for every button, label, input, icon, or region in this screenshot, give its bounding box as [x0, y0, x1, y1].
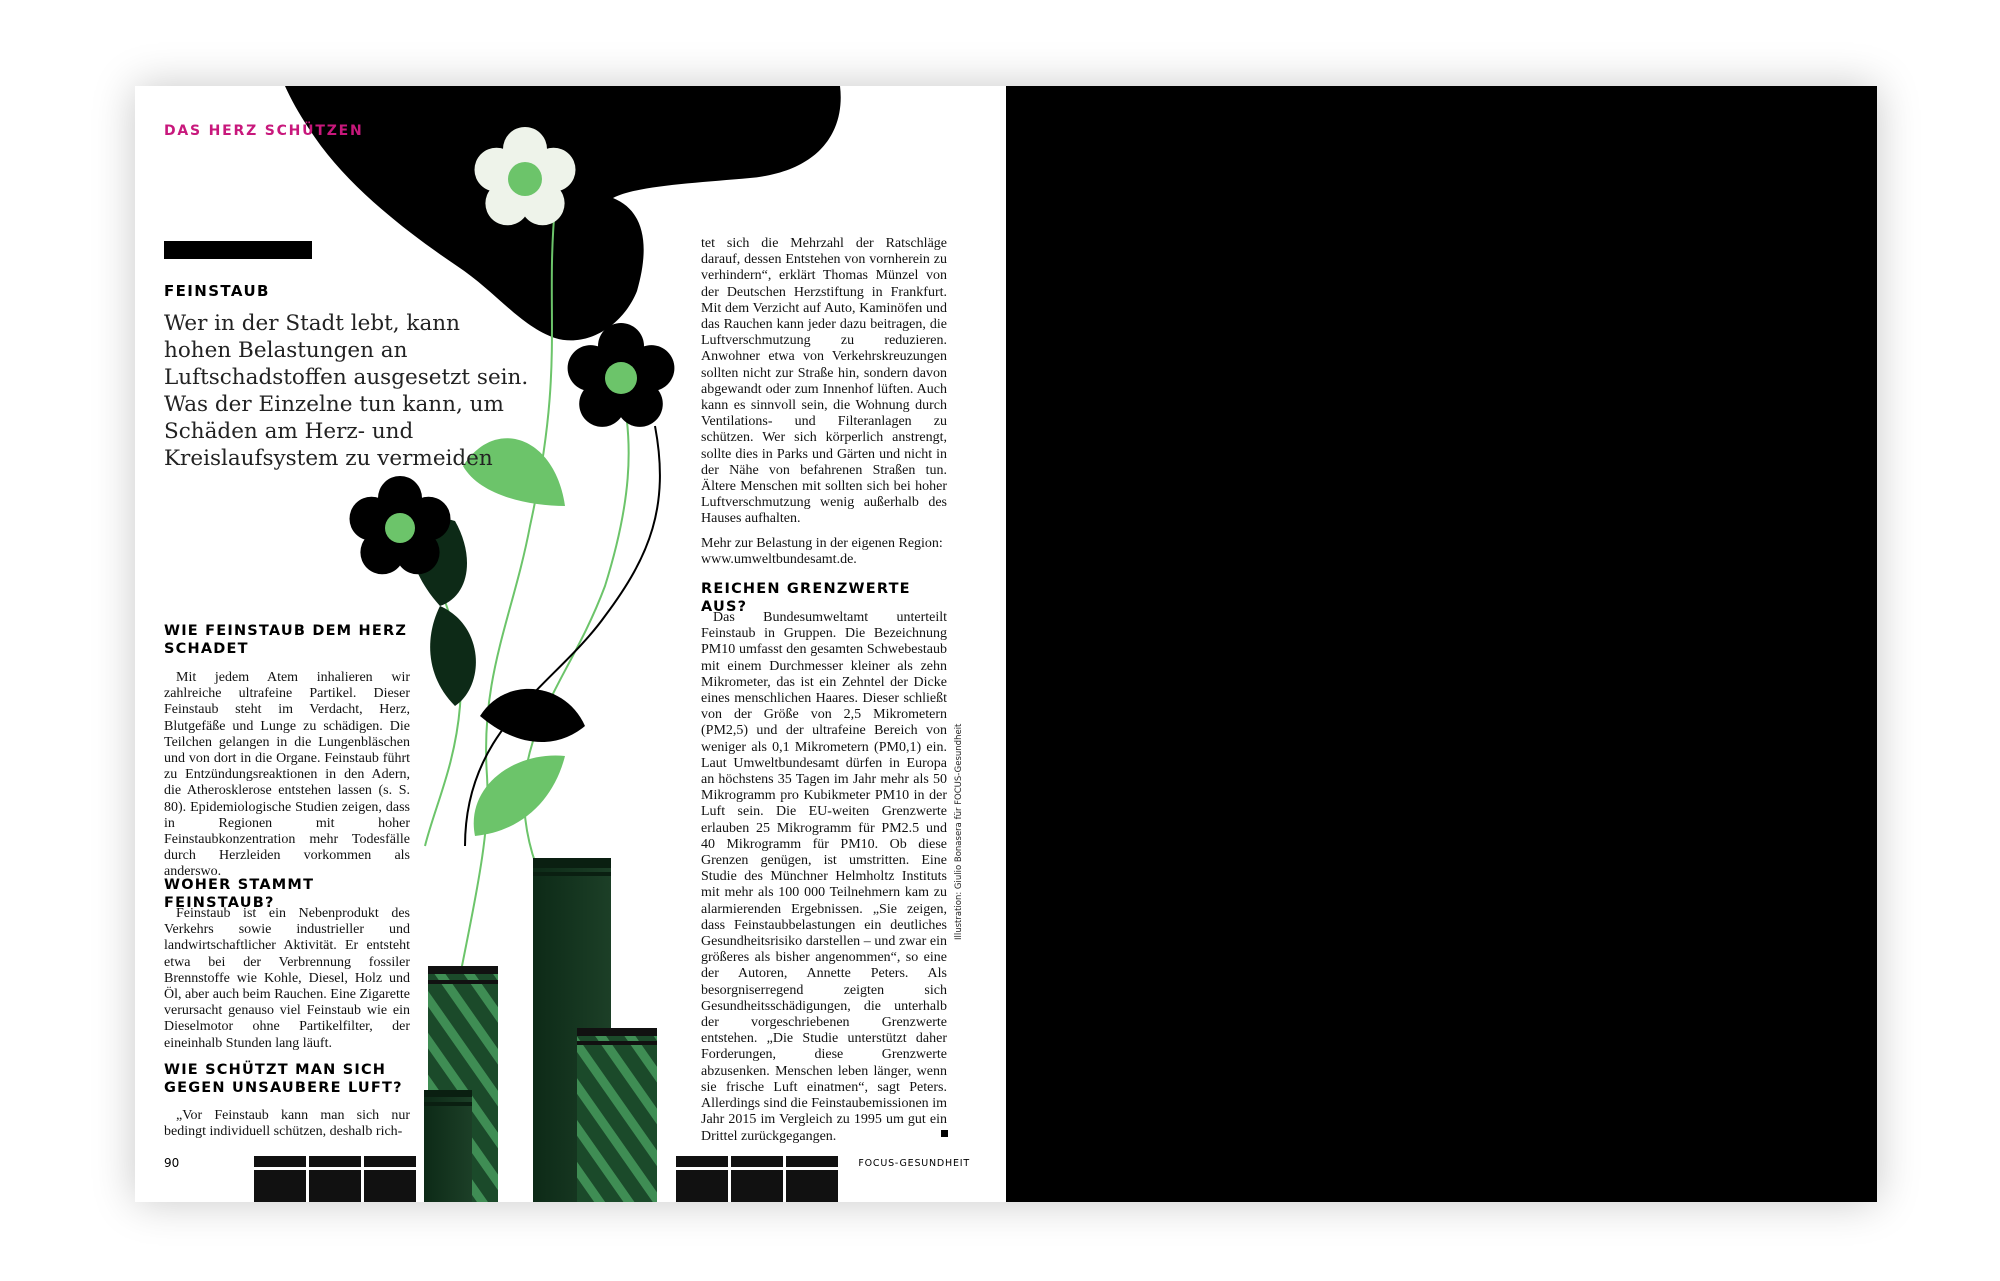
kicker-rubric: DAS HERZ SCHÜTZEN — [164, 123, 364, 139]
subheading: WIE SCHÜTZT MAN SICH GEGEN UNSAUBERE LUFT? — [164, 1062, 403, 1096]
chimney-stacks — [424, 858, 657, 1202]
leaf — [480, 689, 585, 742]
lead-paragraph: Wer in der Stadt lebt, kann hohen Belastungen an Luftschadstoffen ausgesetzt sein. Was der Einzelne tun kann, um Schäden am Herz- und Kreislaufsystem zu vermeiden — [164, 311, 529, 471]
section-rule-bar — [164, 241, 312, 259]
subheading: REICHEN GRENZWERTE AUS? — [701, 581, 911, 615]
leaf — [430, 606, 476, 706]
subheading: WOHER STAMMT FEINSTAUB? — [164, 877, 315, 911]
right-page-blacked-out — [1006, 86, 1877, 1202]
body-text: Feinstaub ist ein Nebenprodukt des Verkehrs sowie industrieller und landwirtschaftlicher Aktivität. Er entsteht etwa bei der Verbrennung fossiler Brennstoffe wie Kohle, Diesel, Holz und Öl, aber auch beim Rauchen. Eine Zigarette verursacht genauso viel Feinstaub wie ein Dieselmotor ohne Partikelfilter, der eineinhalb Stunden lang läuft. — [164, 906, 410, 1051]
section-label: FEINSTAUB — [164, 282, 270, 300]
footer-magazine-name: FOCUS-GESUNDHEIT — [858, 1158, 970, 1169]
left-page — [135, 86, 1006, 1202]
body-text: Mit jedem Atem inhalieren wir zahlreiche ultrafeine Partikel. Dieser Feinstaub steht im Verdacht, Herz, Blutgefäße und Lunge zu schädigen. Die Teilchen gelangen in die Lungenbläschen und von dort in die Organe. Feinstaub führt zu Entzündungsreaktionen in den Adern, die Atherosklerose entstehen lassen (s. S. 80). Epidemiologische Studien zeigen, dass in Regionen mit hoher Feinstaubkonzentration mehr Todesfälle durch Herzleiden vorkommen als anderswo. — [164, 670, 410, 880]
page-number: 90 — [164, 1156, 180, 1170]
flower-black-small — [350, 476, 451, 574]
body-text: „Vor Feinstaub kann man sich nur bedingt individuell schützen, deshalb rich- — [164, 1108, 410, 1140]
body-text: Das Bundesumweltamt unterteilt Feinstaub in Gruppen. Die Bezeichnung PM10 umfasst den gesamten Schwebestaub mit einem Durchmesser kleiner als zehn Mikrometer, das ist ein Zehntel der Dicke eines menschlichen Haares. Dieser schließt von der Größe von 2,5 Mikrometern (PM2,5) und der ultrafeine Bereich von weniger als 0,1 Mikrometern (PM0,1) ein. Laut Umweltbundesamt dürfen in Europa an höchstens 35 Tagen im Jahr mehr als 50 Mikrogramm pro Kubikmeter PM10 in der Luft sein. Die EU-weiten Grenzwerte erlauben 25 Mikrogramm für PM2.5 und 40 Mikrogramm für PM10. Ob diese Grenzen genügen, ist umstritten. Eine Studie des Münchner Helmholtz Instituts mit mehr als 100 000 Teilnehmern kam zu alarmierenden Ergebnissen. „Sie zeigen, dass Feinstaubbelastungen ein deutliches Gesundheitsrisiko darstellen – und zwar ein größeres als bisher angenommen“, so eine der Autoren, Annette Peters. Als besorgniserregend zeigten sich Gesundheitsschädigungen, die unterhalb der vorgeschriebenen Grenzwerte entstehen. „Die Studie unterstützt daher Forderungen, diese Grenzwerte abzusenken. Menschen leben länger, wenn sie frische Luft einatmen“, sagt Peters. Allerdings sind die Feinstaubemissionen im Jahr 2015 im Vergleich zu 1995 um gut ein Drittel zurückgegangen. — [701, 610, 947, 1144]
body-text-continuation: tet sich die Mehrzahl der Ratschläge darauf, dessen Entstehen von vornherein zu verhindern“, erklärt Thomas Münzel von der Deutschen Herzstiftung in Frankfurt. Mit dem Verzicht auf Auto, Kaminöfen und das Rauchen kann jeder dazu beitragen, die Luftverschmutzung zu reduzieren. Anwohner etwa von Verkehrskreuzungen sollten nicht zur Straße hin, sondern davon abgewandt oder zum Innenhof lüften. Auch kann es sinnvoll sein, die Wohnung durch Ventilations- und Filteranlagen zu schützen. Wer sich körperlich anstrengt, sollte dies in Parks und Gärten und nicht in der Nähe von befahrenen Straßen tun. Ältere Menschen mit sollten sich bei hoher Luftverschmutzung wenig außerhalb des Hauses aufhalten. — [701, 236, 947, 527]
subheading: WIE FEINSTAUB DEM HERZ SCHADET — [164, 623, 408, 657]
magazine-spread — [135, 86, 1877, 1202]
link-note: Mehr zur Belastung in der eigenen Region: www.umweltbundesamt.de. — [701, 536, 943, 568]
end-of-article-mark — [941, 1130, 948, 1137]
illustration-credit: Illustration: Giulio Bonasera für FOCUS-Gesundheit — [954, 723, 964, 940]
